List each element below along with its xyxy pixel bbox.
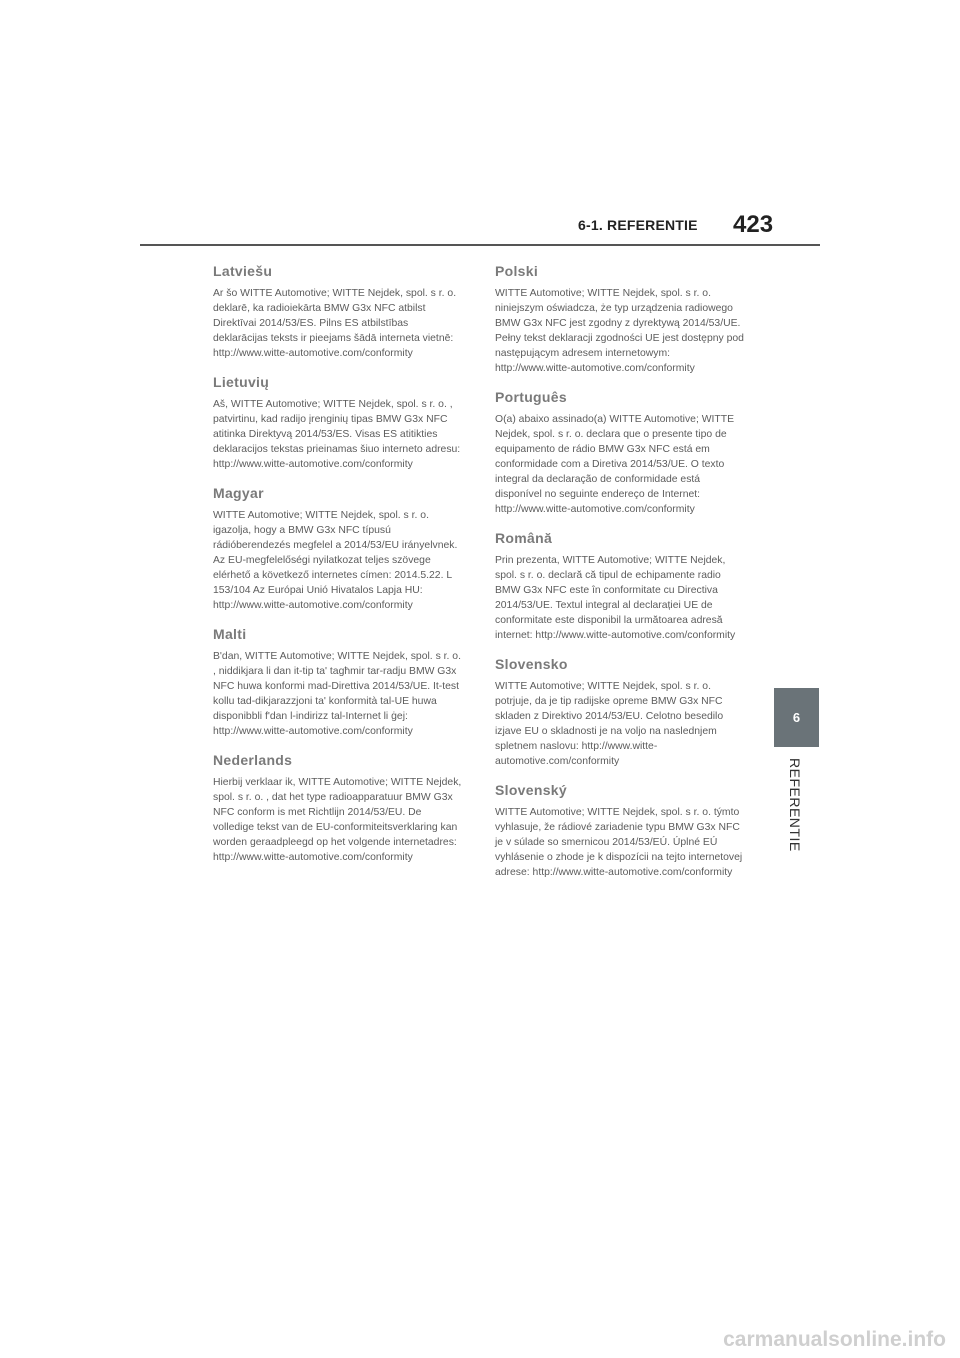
lang-heading: Slovensko	[495, 656, 568, 672]
lang-heading: Magyar	[213, 485, 264, 501]
page-number: 423	[733, 211, 774, 238]
left-column	[213, 262, 465, 877]
lang-heading: Română	[495, 530, 553, 546]
lang-block-lietuviu	[213, 373, 465, 472]
lang-text: WITTE Automotive; WITTE Nejdek, spol. s r. o. týmto vyhlasuje, že rádiové zariadenie typu BMW G3x NFC je v súlade so smernicou 2014/53/EÚ. Úplné EÚ vyhlásenie o zhode je k dispozícii na tejto internetovej adrese: http://www.witte-automotive.com/conformity	[495, 807, 743, 878]
lang-text: Prin prezenta, WITTE Automotive; WITTE Nejdek, spol. s r. o. declară că tipul de echipamente radio BMW G3x NFC este în conformitate cu Directiva 2014/53/UE. Textul integral al declarației UE de conformitate este disponibil la următoarea adresă internet: http://www.witte-automotive.com/conformity	[495, 555, 736, 641]
lang-block-latviesu	[213, 262, 465, 361]
lang-block-slovensky	[495, 781, 747, 880]
watermark: carmanualsonline.info	[723, 1328, 946, 1351]
lang-heading: Lietuvių	[213, 374, 270, 390]
chapter-side-label: REFERENTIE	[787, 758, 803, 852]
lang-block-polski	[495, 262, 747, 376]
lang-heading: Português	[495, 389, 567, 405]
lang-heading: Nederlands	[213, 752, 293, 768]
section-title: 6-1. REFERENTIE	[578, 217, 698, 233]
lang-text: Hierbij verklaar ik, WITTE Automotive; WITTE Nejdek, spol. s r. o. , dat het type radioapparatuur BMW G3x NFC conform is met Richtlijn 2014/53/EU. De volledige tekst van de EU-conformiteitsverklaring kan worden geraadpleegd op het volgende internetadres: http://www.witte-automotive.com/conformity	[213, 777, 462, 863]
chapter-tab: 6	[774, 688, 819, 747]
header-rule	[140, 244, 820, 246]
lang-block-slovensko	[495, 655, 747, 769]
lang-text: Aš, WITTE Automotive; WITTE Nejdek, spol. s r. o. , patvirtinu, kad radijo įrenginių tipas BMW G3x NFC atitinka Direktyvą 2014/53/ES. Visas ES atitikties deklaracijos tekstas prieinamas šiuo interneto adresu: http://www.witte-automotive.com/conformity	[213, 399, 461, 470]
lang-block-nederlands	[213, 751, 465, 865]
right-column	[495, 262, 747, 892]
lang-text: O(a) abaixo assinado(a) WITTE Automotive; WITTE Nejdek, spol. s r. o. declara que o presente tipo de equipamento de rádio BMW G3x NFC está em conformidade com a Diretiva 2014/53/UE. O texto integral da declaração de conformidade está disponível no seguinte endereço de Internet: http://www.witte-automotive.com/conformity	[495, 414, 735, 515]
lang-text: Ar šo WITTE Automotive; WITTE Nejdek, spol. s r. o. deklarē, ka radioiekārta BMW G3x NFC atbilst Direktīvai 2014/53/ES. Pilns ES atbilstības deklarācijas teksts ir pieejams šādā interneta vietnē: http://www.witte-automotive.com/conformity	[213, 288, 457, 359]
lang-heading: Malti	[213, 626, 247, 642]
lang-heading: Slovenský	[495, 782, 567, 798]
lang-heading: Latviešu	[213, 263, 273, 279]
lang-text: WITTE Automotive; WITTE Nejdek, spol. s r. o. potrjuje, da je tip radijske opreme BMW G3x NFC skladen z Direktivo 2014/53/EU. Celotno besedilo izjave EU o skladnosti je na voljo na naslednjem spletnem naslovu: http://www.witte-automotive.com/conformity	[495, 681, 724, 767]
lang-block-magyar	[213, 484, 465, 613]
lang-text: WITTE Automotive; WITTE Nejdek, spol. s r. o. igazolja, hogy a BMW G3x NFC típusú rádióberendezés megfelel a 2014/53/EU irányelvnek. Az EU-megfelelőségi nyilatkozat teljes szövege elérhető a következő internetes címen: 2014.5.22. L 153/104 Az Európai Unió Hivatalos Lapja HU: http://www.witte-automotive.com/conformity	[213, 510, 458, 611]
lang-block-malti	[213, 625, 465, 739]
lang-text: WITTE Automotive; WITTE Nejdek, spol. s r. o. niniejszym oświadcza, że typ urządzenia radiowego BMW G3x NFC jest zgodny z dyrektywą 2014/53/UE. Pełny tekst deklaracji zgodności UE jest dostępny pod następującym adresem internetowym: http://www.witte-automotive.com/conformity	[495, 288, 744, 374]
lang-text: B'dan, WITTE Automotive; WITTE Nejdek, spol. s r. o. , niddikjara li dan it-tip ta' tagħmir tar-radju BMW G3x NFC huwa konformi mad-Direttiva 2014/53/UE. It-test kollu tad-dikjarazzjoni ta' konformità tal-UE huwa disponibbli f'dan l-indirizz tal-Internet li ġej: http://www.witte-automotive.com/conformity	[213, 651, 461, 737]
lang-block-portugues	[495, 388, 747, 517]
lang-block-romana	[495, 529, 747, 643]
lang-heading: Polski	[495, 263, 539, 279]
